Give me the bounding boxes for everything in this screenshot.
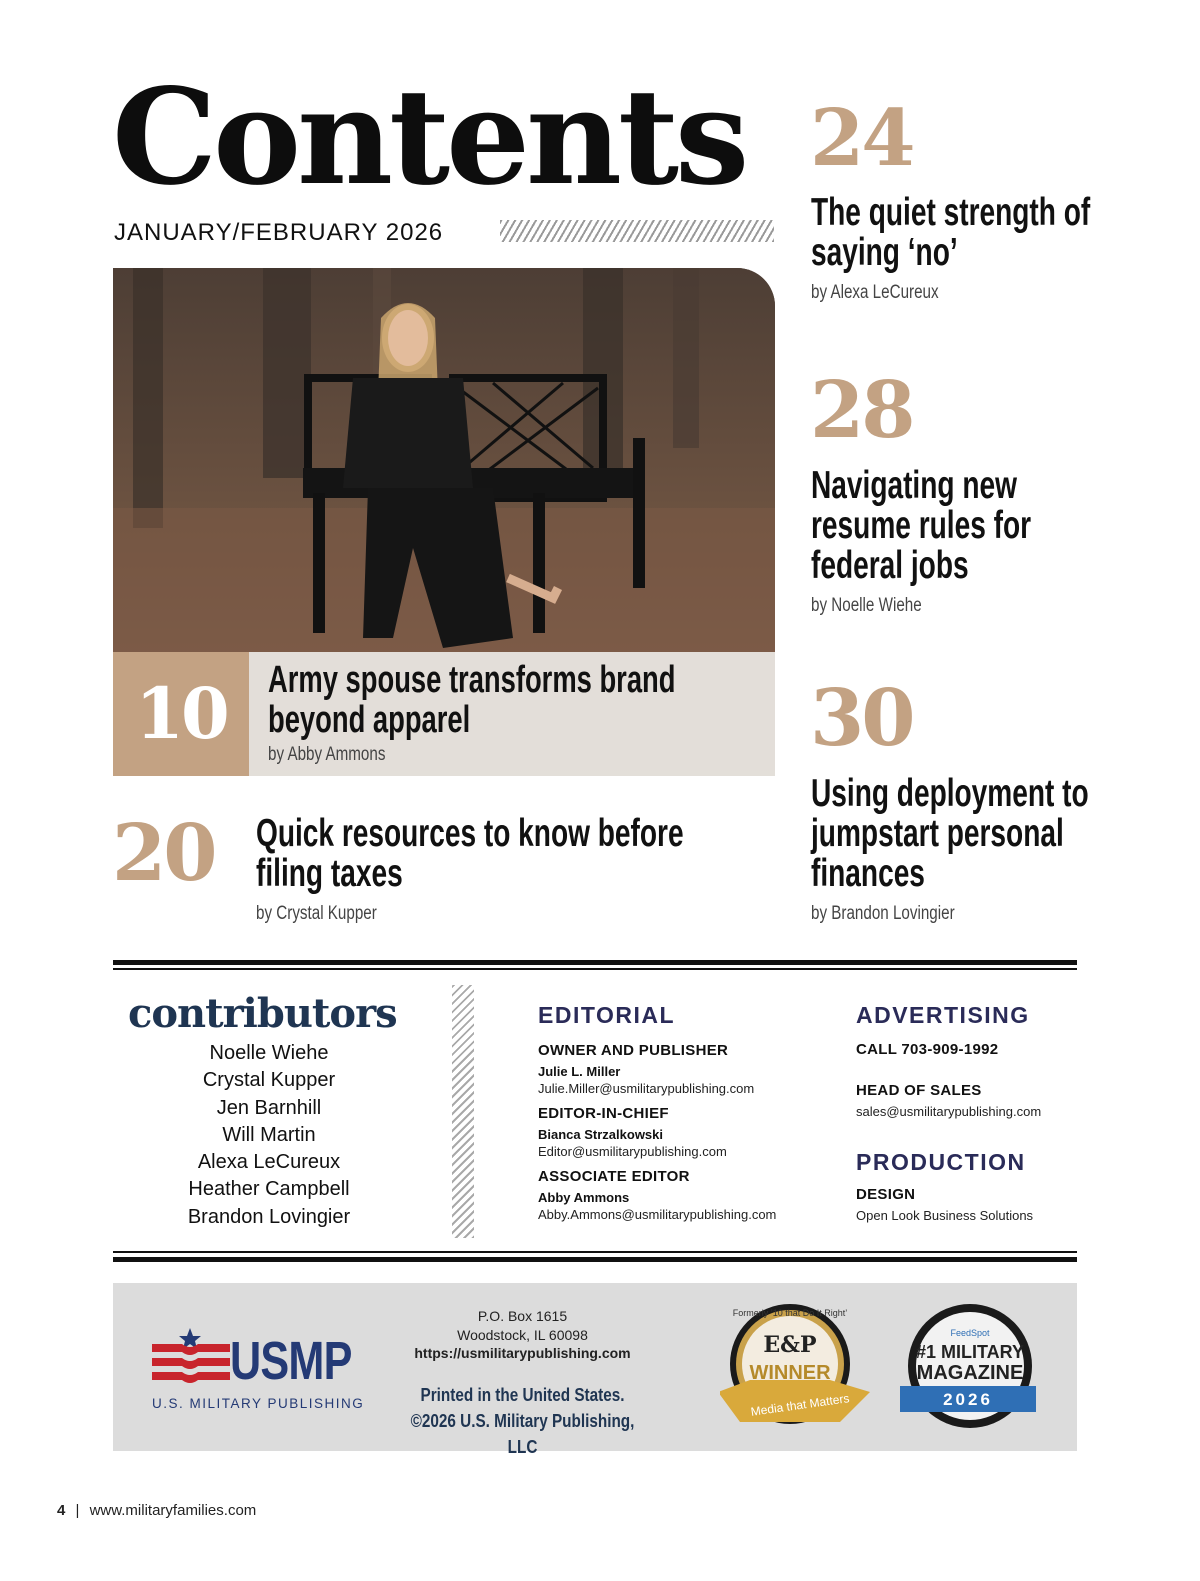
- badge-feedspot-text: FeedSpot: [950, 1328, 990, 1338]
- featured-byline: by Abby Ammons: [268, 744, 386, 765]
- contributor-name: Noelle Wiehe: [209, 1042, 329, 1064]
- article-title-line: finances: [811, 852, 925, 895]
- contributors-list: [128, 1040, 410, 1231]
- article-page-number: 30: [810, 673, 913, 764]
- article-byline: by Alexa LeCureux: [811, 282, 939, 303]
- badge-winner-text: WINNER: [749, 1362, 831, 1384]
- article-title[interactable]: [811, 466, 1031, 586]
- role-name: Bianca Strzalkowski: [538, 1127, 663, 1142]
- editorial-heading: EDITORIAL: [538, 1002, 676, 1028]
- design-value: Open Look Business Solutions: [856, 1208, 1034, 1223]
- article-title-line: filing taxes: [256, 852, 403, 895]
- role-email[interactable]: Editor@usmilitarypublishing.com: [538, 1144, 727, 1159]
- role-label: OWNER AND PUBLISHER: [538, 1042, 729, 1059]
- divider: [113, 968, 1077, 970]
- featured-title-line: beyond apparel: [268, 699, 471, 741]
- divider: [113, 1257, 1077, 1262]
- divider: [113, 960, 1077, 965]
- article-title-line: jumpstart personal: [811, 812, 1064, 855]
- copyright-line: ©2026 U.S. Military Publishing, LLC: [410, 1411, 635, 1457]
- page-footer: [57, 1502, 256, 1519]
- sales-label: HEAD OF SALES: [856, 1082, 982, 1099]
- article-title-line: Using deployment to: [811, 772, 1089, 815]
- article-title[interactable]: [811, 193, 1090, 273]
- hatch-decoration: [500, 220, 774, 242]
- production-heading: PRODUCTION: [856, 1149, 1026, 1175]
- role-label: ASSOCIATE EDITOR: [538, 1168, 690, 1185]
- article-byline: by Brandon Lovingier: [811, 903, 955, 924]
- page-title: Contents: [112, 60, 746, 215]
- ep-winner-badge: [720, 1302, 870, 1432]
- address-line: P.O. Box 1615: [477, 1308, 568, 1324]
- contributor-name: Jen Barnhill: [216, 1096, 322, 1119]
- role-email[interactable]: Abby.Ammons@usmilitarypublishing.com: [538, 1207, 777, 1222]
- article-title-line: federal jobs: [811, 544, 969, 587]
- role-name: Abby Ammons: [538, 1190, 630, 1205]
- badge-year: 2026: [943, 1390, 993, 1409]
- issue-date: JANUARY/FEBRUARY 2026: [114, 219, 444, 246]
- article-page-number: 28: [810, 365, 913, 456]
- article-title-line: The quiet strength of: [811, 191, 1091, 234]
- contributor-name: Brandon Lovingier: [187, 1205, 351, 1228]
- article-title-line: Quick resources to know before: [256, 812, 684, 855]
- article-byline: by Noelle Wiehe: [811, 595, 922, 616]
- usmp-logo-text: USMP: [230, 1331, 352, 1391]
- design-label: DESIGN: [856, 1186, 916, 1203]
- hatch-decoration: [452, 985, 474, 1238]
- featured-page-number: 10: [113, 652, 249, 776]
- article-title-line: Navigating new: [811, 464, 1017, 507]
- contributor-name: Alexa LeCureux: [197, 1151, 341, 1174]
- contributor-name: Heather Campbell: [188, 1178, 350, 1201]
- article-page-number: 20: [112, 808, 215, 899]
- site-link[interactable]: www.militaryfamilies.com: [89, 1502, 257, 1519]
- website-link[interactable]: https://usmilitarypublishing.com: [414, 1345, 631, 1361]
- print-notice: [380, 1382, 665, 1460]
- usmp-flag-icon: [152, 1328, 222, 1388]
- badge-line: #1 MILITARY: [915, 1342, 1024, 1362]
- badge-logo-text: E&P: [763, 1332, 817, 1358]
- role-name: Julie L. Miller: [538, 1064, 621, 1079]
- article-title-line: saying ‘no’: [811, 231, 958, 274]
- printed-line: Printed in the United States.: [420, 1385, 625, 1405]
- footer-separator: |: [75, 1502, 80, 1519]
- sales-email[interactable]: sales@usmilitarypublishing.com: [856, 1104, 1042, 1119]
- role-label: EDITOR-IN-CHIEF: [538, 1105, 669, 1122]
- contributor-name: Will Martin: [222, 1123, 316, 1146]
- advertising-phone[interactable]: CALL 703-909-1992: [856, 1041, 999, 1058]
- badge-ribbon-text: Media that Matters: [749, 1391, 851, 1419]
- contributor-name: Crystal Kupper: [202, 1069, 336, 1092]
- page-number: 4: [57, 1502, 66, 1519]
- usmp-logo-subtitle: U.S. MILITARY PUBLISHING: [152, 1396, 365, 1411]
- badge-line: MAGAZINE: [916, 1362, 1024, 1384]
- article-page-number: 24: [810, 93, 913, 184]
- article-title[interactable]: [256, 814, 684, 894]
- address-line: Woodstock, IL 60098: [457, 1326, 588, 1343]
- feedspot-badge: [900, 1302, 1040, 1432]
- advertising-heading: ADVERTISING: [856, 1002, 1030, 1028]
- article-byline: by Crystal Kupper: [256, 903, 377, 924]
- badge-top-text: Formerly ’10 that Do It Right’: [732, 1308, 848, 1318]
- divider: [113, 1251, 1077, 1253]
- article-title-line: resume rules for: [811, 504, 1032, 547]
- role-email[interactable]: Julie.Miller@usmilitarypublishing.com: [538, 1081, 755, 1096]
- article-title[interactable]: [811, 774, 1089, 894]
- publisher-address: [380, 1307, 665, 1363]
- featured-title-line: Army spouse transforms brand: [268, 659, 676, 701]
- featured-title[interactable]: [268, 660, 675, 740]
- contributors-heading: contributors: [128, 990, 397, 1037]
